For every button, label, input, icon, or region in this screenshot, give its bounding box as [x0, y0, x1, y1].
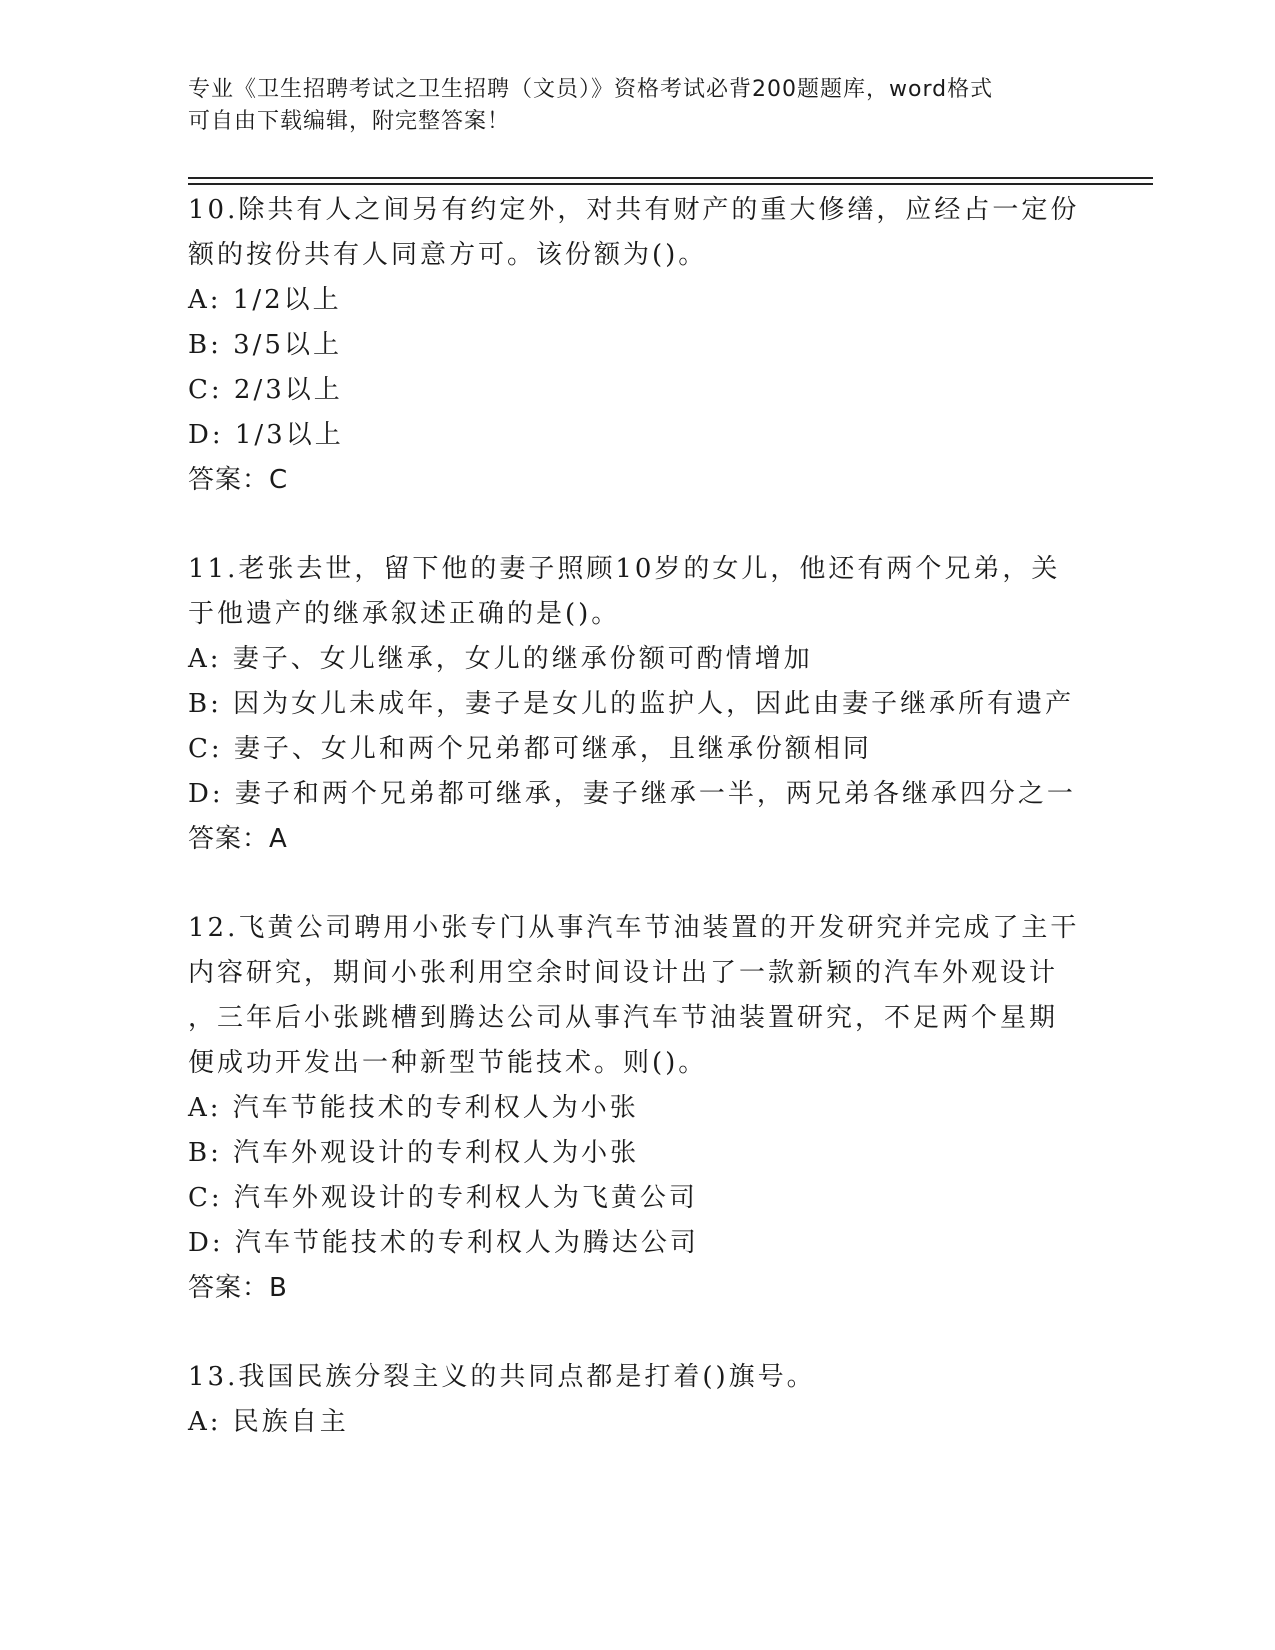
question-stem-line: 便成功开发出一种新型节能技术。则()。: [188, 1048, 708, 1078]
option-a: A: 1/2以上: [188, 285, 342, 315]
answer: 答案：B: [188, 1273, 288, 1303]
question-10: [188, 188, 1088, 503]
option-b: B: 3/5以上: [188, 330, 342, 360]
option-a: A: 妻子、女儿继承，女儿的继承份额可酌情增加: [188, 644, 813, 674]
question-12: [188, 906, 1088, 1311]
question-stem-line: 10.除共有人之间另有约定外，对共有财产的重大修缮，应经占一定份: [188, 195, 1080, 225]
header-line-1: 专业《卫生招聘考试之卫生招聘（文员）》资格考试必背200题题库，word格式: [188, 77, 994, 102]
option-b: B: 汽车外观设计的专利权人为小张: [188, 1138, 640, 1168]
option-a: A: 民族自主: [188, 1407, 349, 1437]
option-d: D: 汽车节能技术的专利权人为腾达公司: [188, 1228, 699, 1258]
header-divider-top: [188, 177, 1153, 179]
question-list: [188, 188, 1088, 1445]
answer: 答案：C: [188, 465, 289, 495]
document-header: [188, 74, 1068, 138]
option-a: A: 汽车节能技术的专利权人为小张: [188, 1093, 639, 1123]
option-d: D: 1/3以上: [188, 420, 344, 450]
header-line-2: 可自由下载编辑，附完整答案！: [188, 109, 511, 134]
question-11: [188, 547, 1088, 862]
question-stem-line: ，三年后小张跳槽到腾达公司从事汽车节油装置研究，不足两个星期: [188, 1003, 1059, 1033]
question-stem-line: 12.飞黄公司聘用小张专门从事汽车节油装置的开发研究并完成了主干: [188, 913, 1080, 943]
answer: 答案：A: [188, 824, 288, 854]
option-d: D: 妻子和两个兄弟都可继承，妻子继承一半，两兄弟各继承四分之一: [188, 779, 1076, 809]
option-c: C: 2/3以上: [188, 375, 343, 405]
question-stem-line: 额的按份共有人同意方可。该份额为()。: [188, 240, 708, 270]
option-c: C: 妻子、女儿和两个兄弟都可继承，且继承份额相同: [188, 734, 872, 764]
question-stem-line: 13.我国民族分裂主义的共同点都是打着()旗号。: [188, 1362, 816, 1392]
question-stem-line: 11.老张去世，留下他的妻子照顾10岁的女儿，他还有两个兄弟，关: [188, 554, 1061, 584]
header-divider-bottom: [188, 183, 1153, 185]
question-stem-line: 内容研究，期间小张利用空余时间设计出了一款新颖的汽车外观设计: [188, 958, 1059, 988]
question-13: [188, 1355, 1088, 1445]
option-b: B: 因为女儿未成年，妻子是女儿的监护人，因此由妻子继承所有遗产: [188, 689, 1075, 719]
question-stem-line: 于他遗产的继承叙述正确的是()。: [188, 599, 621, 629]
option-c: C: 汽车外观设计的专利权人为飞黄公司: [188, 1183, 698, 1213]
